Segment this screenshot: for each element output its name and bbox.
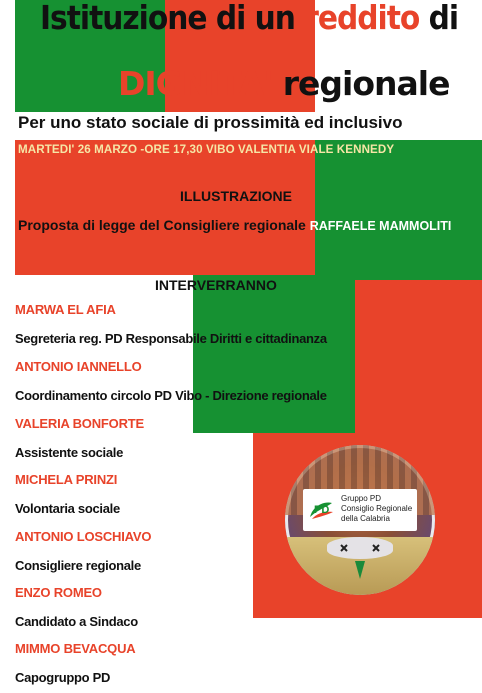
- logo-line-1: Gruppo PD: [341, 494, 382, 503]
- speaker-role: Assistente sociale: [15, 445, 124, 460]
- speaker-role: Candidato a Sindaco: [15, 614, 138, 629]
- speaker-name: MIMMO BEVACQUA: [15, 641, 136, 656]
- title-line-1: [40, 0, 458, 37]
- red-block-upper-left: [15, 140, 315, 275]
- speaker-role: Volontaria sociale: [15, 501, 120, 516]
- speaker-role: Coordinamento circolo PD Vibo - Direzione regionale: [15, 388, 327, 403]
- illustration-text: [18, 217, 451, 233]
- speaker-name: MARWA EL AFIA: [15, 302, 116, 317]
- red-block-right: [355, 280, 482, 433]
- speaker-role: Consigliere regionale: [15, 558, 141, 573]
- speaker-name: ANTONIO IANNELLO: [15, 359, 142, 374]
- pd-group-logo: [285, 445, 435, 595]
- logo-caption: [341, 494, 412, 524]
- logo-line-2: Consiglio Regionale: [341, 504, 413, 513]
- speaker-role: Segreteria reg. PD Responsabile Diritti e cittadinanza: [15, 331, 327, 346]
- title-line-1-start: Istituzione di un: [40, 0, 305, 37]
- presenter-name: RAFFAELE MAMMOLITI: [309, 219, 452, 233]
- crest-emblem-icon: [337, 539, 383, 587]
- speakers-heading: INTERVERRANNO: [155, 277, 277, 293]
- speaker-name: ENZO ROMEO: [15, 585, 102, 600]
- subtitle: Per uno stato sociale di prossimità ed inclusivo: [18, 113, 403, 132]
- speaker-name: VALERIA BONFORTE: [15, 416, 144, 431]
- title-highlight-reddito: reddito: [304, 0, 420, 37]
- title-line-1-end: di: [419, 0, 459, 37]
- speaker-name: ANTONIO LOSCHIAVO: [15, 529, 152, 544]
- green-block-middle: [193, 275, 355, 433]
- illustration-heading: ILLUSTRAZIONE: [180, 188, 292, 204]
- proposal-description: Proposta di legge del Consigliere regionale: [18, 217, 306, 233]
- green-block-right: [315, 140, 482, 280]
- pd-mark-text: PD: [314, 504, 330, 516]
- pd-party-icon: [307, 495, 335, 523]
- white-strip-top-left: [0, 140, 15, 275]
- speaker-role: Capogruppo PD: [15, 670, 111, 685]
- event-dateline: MARTEDI' 26 MARZO -ORE 17,30 VIBO VALENTIA VIALE KENNEDY: [18, 143, 395, 156]
- title-highlight-dignita: DIGNITA': [118, 64, 273, 103]
- speaker-name: MICHELA PRINZI: [15, 472, 118, 487]
- logo-line-3: della Calabria: [341, 514, 390, 523]
- title-line-2: [118, 64, 449, 103]
- title-line-2-end: regionale: [272, 64, 450, 103]
